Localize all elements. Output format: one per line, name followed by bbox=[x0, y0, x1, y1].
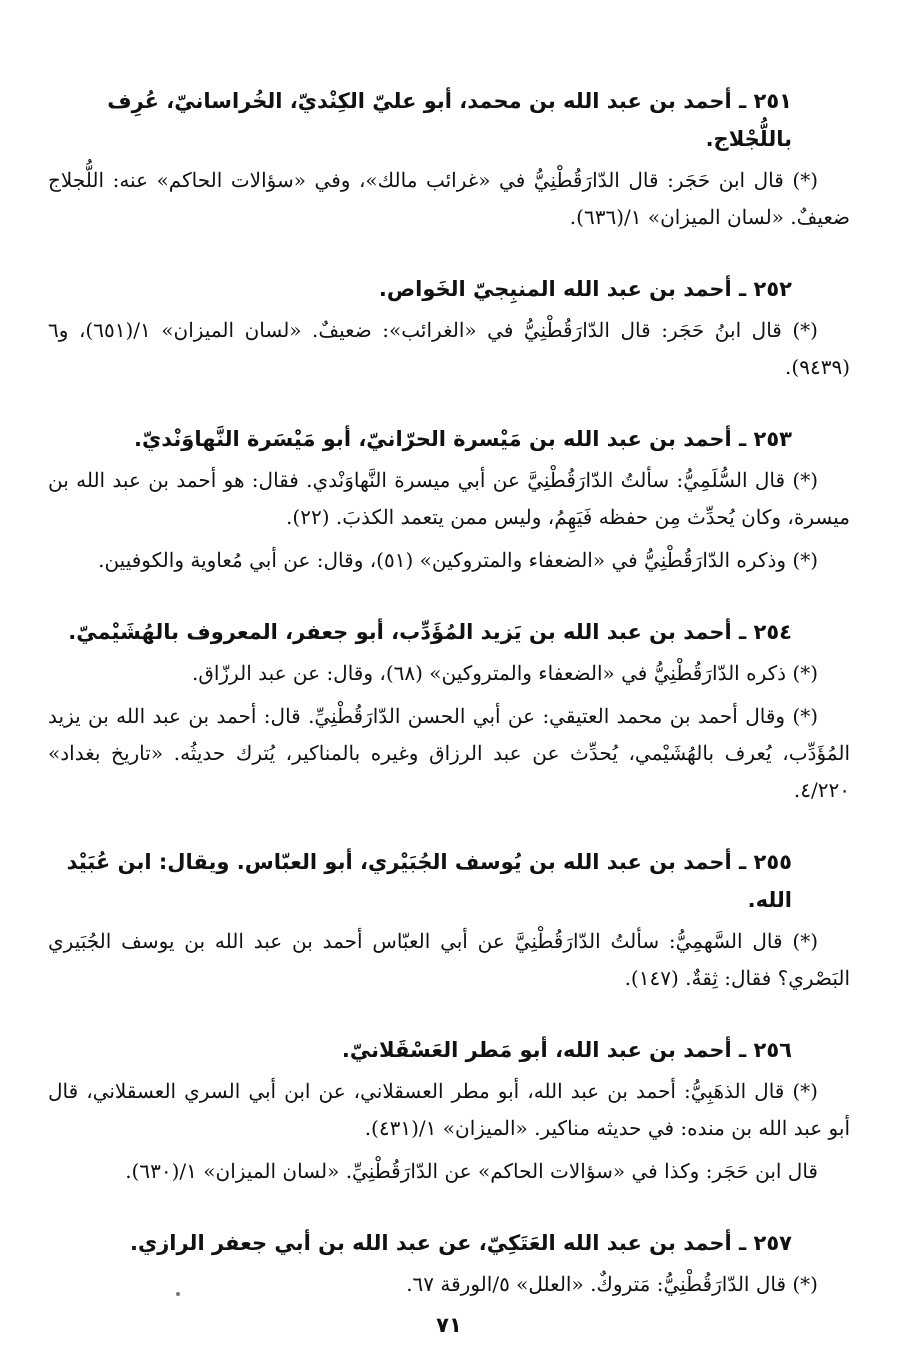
entry-252 bbox=[48, 270, 850, 386]
entry-paragraph: (*) وقال أحمد بن محمد العتيقي: عن أبي الحسن الدّارَقُطْنِيِّ. قال: أحمد بن عبد الله بن يزيد المُؤَدِّب، يُعرف بالهُشَيْمي، يُحدِّث عن عبد الرزاق وغيره بالمناكير، يُترك حديثُه. «تاريخ بغداد» ٤/٢٢٠. bbox=[48, 704, 850, 802]
entry-251 bbox=[48, 82, 850, 236]
entry-254 bbox=[48, 613, 850, 809]
entry-253 bbox=[48, 420, 850, 579]
entry-paragraph: (*) قال السَّهمِيُّ: سألتُ الدّارَقُطْنِيَّ عن أبي العبّاس أحمد بن عبد الله بن يوسف الجُبَيري البَصْري؟ فقال: ثِقةٌ. (١٤٧). bbox=[48, 929, 850, 990]
page-number: ٧١ bbox=[436, 1313, 462, 1337]
entry-title: ٢٥٤ ـ أحمد بن عبد الله بن يَزيد المُؤَدِّب، أبو جعفر، المعروف بالهُشَيْميّ. bbox=[68, 620, 792, 644]
entry-255 bbox=[48, 843, 850, 997]
entry-257 bbox=[48, 1224, 850, 1303]
entry-title: ٢٥٧ ـ أحمد بن عبد الله العَتَكِيّ، عن عبد الله بن أبي جعفر الرازي. bbox=[129, 1231, 792, 1255]
entry-title: ٢٥٢ ـ أحمد بن عبد الله المنبِجيّ الخَواص. bbox=[378, 277, 792, 301]
entry-title: ٢٥١ ـ أحمد بن عبد الله بن محمد، أبو عليّ الكِنْديّ، الخُراسانيّ، عُرِف باللُّجْلاج. bbox=[107, 89, 792, 151]
entry-paragraph: (*) قال ابنُ حَجَر: قال الدّارَقُطْنِيُّ في «الغرائب»: ضعيفٌ. «لسان الميزان» ١/(٦٥١)، و٦ (٩٤٣٩). bbox=[48, 318, 850, 379]
entry-paragraph: (*) ذكره الدّارَقُطْنِيُّ في «الضعفاء والمتروكين» (٦٨)، وقال: عن عبد الرزّاق. bbox=[191, 661, 818, 685]
entry-paragraph: قال ابن حَجَر: وكذا في «سؤالات الحاكم» عن الدّارَقُطْنِيِّ. «لسان الميزان» ١/(٦٣٠). bbox=[125, 1159, 818, 1183]
entry-title: ٢٥٣ ـ أحمد بن عبد الله بن مَيْسرة الحرّانيّ، أبو مَيْسَرة النَّهاوَنْديّ. bbox=[134, 427, 792, 451]
entry-paragraph: (*) قال ابن حَجَر: قال الدّارَقُطْنِيُّ في «غرائب مالك»، وفي «سؤالات الحاكم» عنه: اللُّجلاج ضعيفٌ. «لسان الميزان» ١/(٦٣٦). bbox=[48, 168, 850, 229]
page-body bbox=[48, 82, 850, 1337]
entry-title: ٢٥٦ ـ أحمد بن عبد الله، أبو مَطر العَسْقَلانيّ. bbox=[341, 1038, 792, 1062]
entry-paragraph: (*) قال الدّارَقُطْنِيُّ: مَتروكٌ. «العلل» ٥/الورقة ٦٧. bbox=[406, 1272, 818, 1296]
entry-paragraph: (*) قال الذهَبِيُّ: أحمد بن عبد الله، أبو مطر العسقلاني، عن ابن أبي السري العسقلاني، قال أبو عبد الله بن منده: في حديثه مناكير. «الميزان» ١/(٤٣١). bbox=[48, 1079, 850, 1140]
entry-paragraph: (*) وذكره الدّارَقُطْنِيُّ في «الضعفاء والمتروكين» (٥١)، وقال: عن أبي مُعاوية والكوفيين. bbox=[98, 548, 818, 572]
entry-256 bbox=[48, 1031, 850, 1190]
entry-title: ٢٥٥ ـ أحمد بن عبد الله بن يُوسف الجُبَيْري، أبو العبّاس. ويقال: ابن عُبَيْد الله. bbox=[66, 850, 792, 912]
scan-speck bbox=[176, 1292, 180, 1296]
entry-paragraph: (*) قال السُّلَمِيُّ: سألتُ الدّارَقُطْنِيَّ عن أبي ميسرة النَّهاوَنْدي. فقال: هو أحمد بن عبد الله بن ميسرة، وكان يُحدِّث مِن حفظه فَيَهِمُ، وليس ممن يتعمد الكذبَ. (٢٢). bbox=[48, 468, 850, 529]
